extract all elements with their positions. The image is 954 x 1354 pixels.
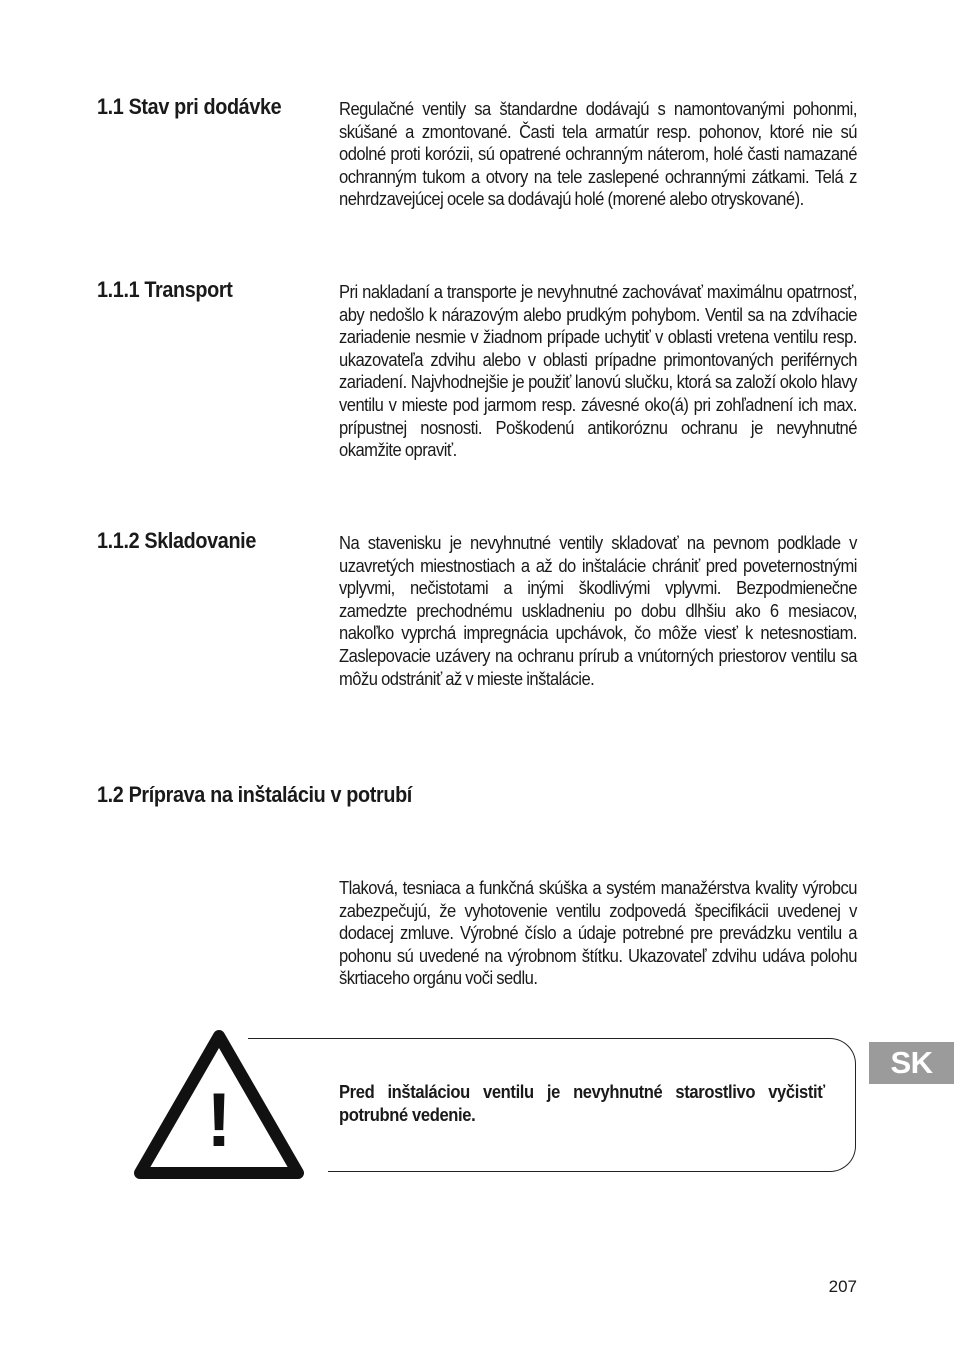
warning-triangle-icon (134, 1030, 304, 1180)
paragraph-stav-pri-dodavke: Regulačné ventily sa štandardne dodávajú s namontovanými pohonmi, skúšané a zmontované. Časti tela armatúr resp. pohonov, ktoré nie sú odolné proti korózii, sú opatrené ochranným náterom, holé časti namazané ochranným tukom a otvory na tele zaslepené ochrannými zátkami. Telá z nehrdzavejúcej ocele sa dodávajú holé (morené alebo otryskované). (339, 99, 857, 210)
language-tab-sk: SK (869, 1042, 954, 1084)
warning-text: Pred inštaláciou ventilu je nevyhnutné starostlivo vyčistiť potrubné vedenie. (339, 1082, 825, 1125)
paragraph-skladovanie: Na stavenisku je nevyhnutné ventily skladovať na pevnom podklade v uzavretých miestnostiach a až do inštalácie chrániť pred poveternostnými vplyvmi, nečistotami a inými škodlivými vplyvmi. Bezpodmienečne zamedzte prechodnému uskladneniu po dobu dlhšiu ako 6 mesiacov, nakoľko vyprchá impregnácia upchávok, čo môže viesť k netesnostiam. Zaslepovacie uzávery na ochranu prírub a vnútorných priestorov ventilu sa môžu odstrániť až v mieste inštalácie. (339, 533, 857, 689)
paragraph-transport: Pri nakladaní a transporte je nevyhnutné zachovávať maximálnu opatrnosť, aby nedošlo k nárazovým alebo prudkým pohybom. Ventil sa na zdvíhacie zariadenie nesmie v žiadnom prípade uchytiť v oblasti vretena ventilu resp. ukazovateľa zdvihu alebo v oblasti prípadne primontovaných periférnych zariadení. Najvhodnejšie je použiť lanovú slučku, ktorá sa založí okolo hlavy ventilu v mieste pod jarmom resp. závesné oko(á) pri zohľadnení ich max. prípustnej nosnosti. Poškodenú antikoróznu ochranu je nevyhnutné okamžite opraviť. (339, 282, 857, 461)
heading-transport: 1.1.1 Transport (97, 277, 233, 302)
heading-skladovanie: 1.1.2 Skladovanie (97, 528, 256, 553)
heading-priprava-na-instalaciu: 1.2 Príprava na inštaláciu v potrubí (97, 782, 412, 807)
heading-stav-pri-dodavke: 1.1 Stav pri dodávke (97, 94, 282, 119)
warning-exclamation-mark: ! (206, 1078, 232, 1163)
page-number: 207 (828, 1277, 857, 1296)
paragraph-priprava-na-instalaciu: Tlaková, tesniaca a funkčná skúška a systém manažérstva kvality výrobcu zabezpečujú, že vyhotovenie ventilu zodpovedá špecifikácii uvedenej v dodacej zmluve. Výrobné číslo a údaje potrebné pre prevádzku ventilu a pohonu sú uvedené na výrobnom štítku. Ukazovateľ zdvihu udáva polohu škrtiaceho orgánu voči sedlu. (339, 878, 857, 989)
